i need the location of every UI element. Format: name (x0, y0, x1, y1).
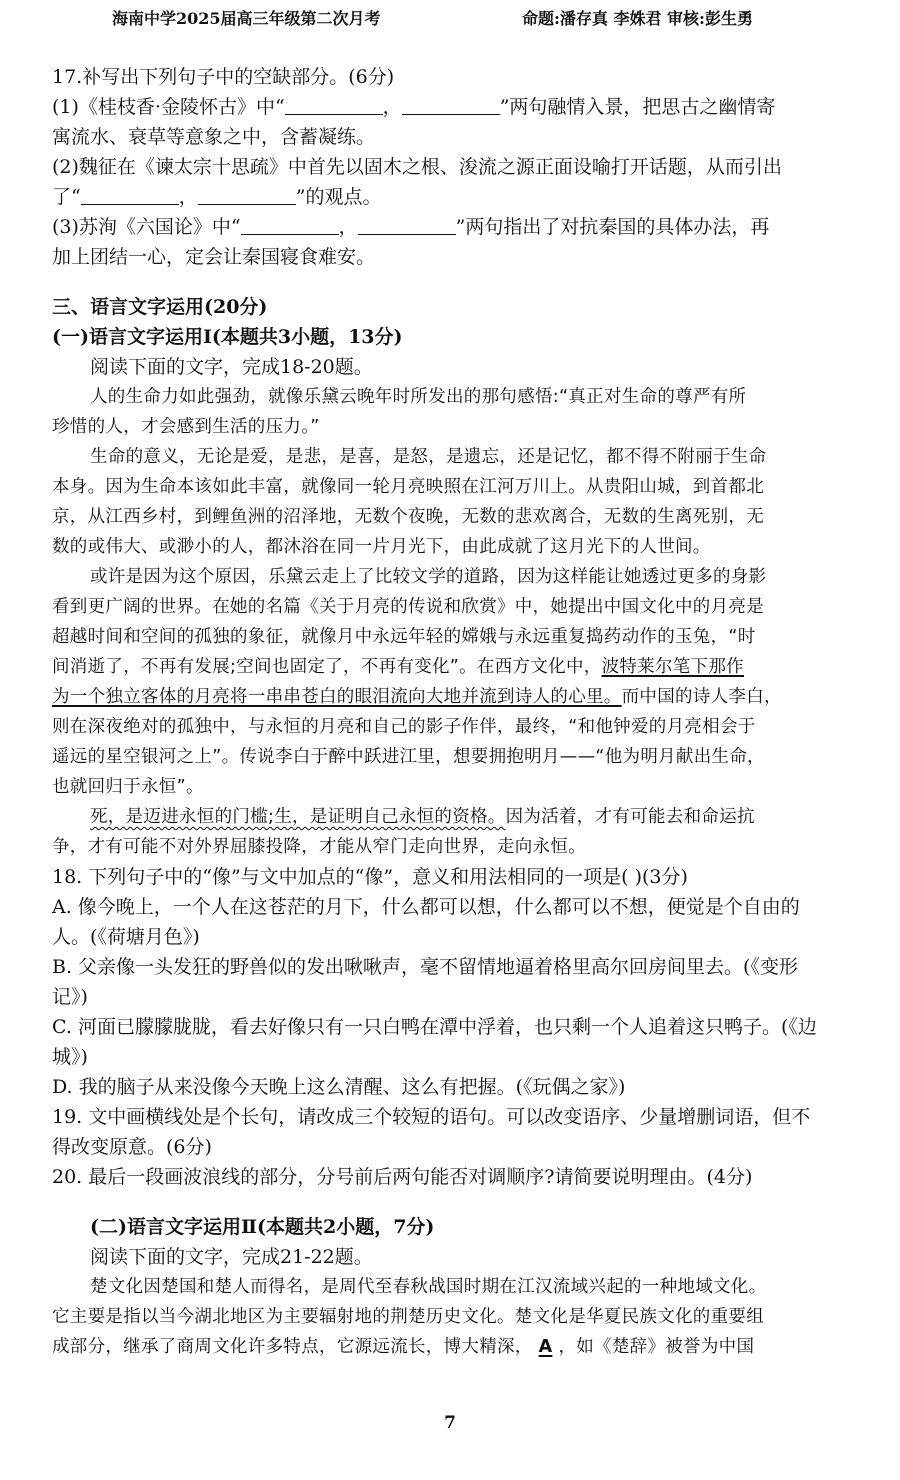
answer-blank[interactable] (402, 96, 500, 115)
page-number: 7 (444, 1413, 456, 1433)
passage2-line: 楚文化因楚国和楚人而得名，是周代至春秋战国时期在江汉流域兴起的一种地域文化。 (90, 1277, 767, 1297)
section3-title: 三、语言文字运用(20分) (52, 296, 268, 318)
passage-text: 而中国的诗人李白， (621, 687, 782, 707)
passage2-text: 成部分，继承了商周文化许多特点，它源远流长，博大精深， (52, 1337, 533, 1357)
q19-stem: 19. 文中画横线处是个长句，请改成三个较短的语句。可以改变语序、少量增删词语，但不 (52, 1106, 811, 1128)
q17-item3-line2: 加上团结一心，定会让秦国寝食难安。 (52, 246, 376, 268)
answer-blank[interactable] (358, 216, 456, 235)
header-authors: 命题:潘存真 李姝君 审核:彭生勇 (522, 9, 753, 28)
passage-line: 看到更广阔的世界。在她的名篇《关于月亮的传说和欣赏》中，她提出中国文化中的月亮是 (52, 597, 764, 617)
passage-line: 本身。因为生命本该如此丰富，就像同一轮月亮映照在江河万川上。从贵阳山城，到首都北 (52, 477, 764, 497)
part2-intro: 阅读下面的文字，完成21-22题。 (90, 1246, 373, 1268)
passage2-text: ，如《楚辞》被誉为中国 (558, 1337, 755, 1357)
passage-line: 人的生命力如此强劲，就像乐黛云晚年时所发出的那句感悟:“真正对生命的尊严有所 (90, 387, 747, 407)
q18-stem: 18. 下列句子中的“像”与文中加点的“像”，意义和用法相同的一项是( )(3分) (52, 866, 688, 888)
passage-line: 遥远的星空银河之上”。传说李白于醉中跃进江里，想要拥抱明月——“他为明月献出生命， (52, 747, 765, 767)
passage-line: 超越时间和空间的孤独的象征，就像月中永远年轻的嫦娥与永远重复捣药动作的玉兔，“时 (52, 627, 756, 647)
q18-option-a-cont: 人。(《荷塘月色》) (52, 926, 200, 948)
q17-title: 17.补写出下列句子中的空缺部分。(6分) (52, 66, 395, 88)
passage-line: 或许是因为这个原因，乐黛云走上了比较文学的道路，因为这样能让她透过更多的身影 (90, 567, 767, 587)
q17-item1-prefix: (1)《桂枝香·金陵怀古》中“ (52, 96, 285, 118)
q17-item3-prefix: (3)苏洵《六国论》中“ (52, 216, 241, 238)
passage-text: 因为活着，才有可能去和命运抗 (505, 807, 755, 827)
underlined-long-sentence: 为一个独立客体的月亮将一串串苍白的眼泪流向大地并流到诗人的心里。 (52, 687, 622, 707)
passage-line: 争，才有可能不对外界屈膝投降，才能从窄门走向世界，走向永恒。 (52, 837, 586, 857)
q20-stem: 20. 最后一段画波浪线的部分，分号前后两句能否对调顺序?请简要说明理由。(4分) (52, 1166, 753, 1188)
passage-line (52, 802, 852, 832)
answer-blank[interactable] (198, 186, 296, 205)
passage-line: 珍惜的人，才会感到生活的压力。” (52, 417, 320, 437)
q18-option-c: C. 河面已朦朦胧胧，看去好像只有一只白鸭在潭中浮着，也只剩一个人追着这只鸭子。(《边 (52, 1016, 817, 1038)
passage2-line (52, 1332, 852, 1362)
q17-item2-prefix: 了“ (52, 186, 81, 208)
q17-item1-line2: 寓流水、衰草等意象之中，含蓄凝练。 (52, 126, 376, 148)
passage-line (52, 682, 852, 712)
q18-option-b-cont: 记》) (52, 986, 88, 1008)
q18-option-a: A. 像今晚上，一个人在这苍茫的月下，什么都可以想，什么都可以不想，便觉是个自由的 (52, 896, 800, 918)
header-school-exam: 海南中学2025届高三年级第二次月考 (112, 9, 381, 28)
q17-comma: ， (338, 216, 358, 238)
page-header (112, 6, 840, 32)
underlined-long-sentence: 波特莱尔笔下那作 (601, 657, 744, 677)
passage-text: 间消逝了，不再有发展;空间也固定了，不再有变化”。在西方文化中， (52, 657, 602, 677)
wavy-underlined-sentence: 死，是迈进永恒的门槛;生，是证明自己永恒的资格。 (90, 807, 506, 827)
q18-option-c-cont: 城》) (52, 1046, 88, 1068)
q17-item1-suffix: ”两句融情入景，把思古之幽情寄 (499, 96, 776, 118)
passage-line (52, 652, 852, 682)
q17-comma: ， (178, 186, 198, 208)
q17-item2-suffix: ”的观点。 (295, 186, 382, 208)
q19-stem-cont: 得改变原意。(6分) (52, 1136, 212, 1158)
answer-blank[interactable] (285, 96, 383, 115)
passage-line: 也就回归于永恒”。 (52, 777, 204, 797)
blank-marker-a: A (538, 1337, 553, 1357)
q17-item3-line1 (52, 212, 852, 242)
exam-content (52, 62, 852, 1362)
q17-item3-suffix: ”两句指出了对抗秦国的具体办法，再 (455, 216, 770, 238)
passage-line: 京，从江西乡村，到鲤鱼洲的沼泽地，无数个夜晚，无数的悲欢离合，无数的生离死别，无 (52, 507, 764, 527)
passage-line: 则在深夜绝对的孤独中，与永恒的月亮和自己的影子作伴，最终，“和他钟爱的月亮相会于 (52, 717, 756, 737)
passage-line: 数的或伟大、或渺小的人，都沐浴在同一片月光下，由此成就了这月光下的人世间。 (52, 537, 711, 557)
q17-item2-line1: (2)魏征在《谏太宗十思疏》中首先以固木之根、浚流之源正面设喻打开话题，从而引出 (52, 156, 782, 178)
q18-option-b: B. 父亲像一头发狂的野兽似的发出啾啾声，毫不留情地逼着格里高尔回房间里去。(《变形 (52, 956, 798, 978)
q17-item2-line2 (52, 182, 852, 212)
passage-line: 生命的意义，无论是爱，是悲，是喜，是怒，是遗忘，还是记忆，都不得不附丽于生命 (90, 447, 767, 467)
answer-blank[interactable] (81, 186, 179, 205)
passage2-line: 它主要是指以当今湖北地区为主要辐射地的荆楚历史文化。楚文化是华夏民族文化的重要组 (52, 1307, 764, 1327)
part1-title: (一)语言文字运用Ⅰ(本题共3小题，13分) (52, 326, 403, 348)
q18-option-d: D. 我的脑子从来没像今天晚上这么清醒、这么有把握。(《玩偶之家》) (52, 1076, 626, 1098)
q17-item1-line1 (52, 92, 852, 122)
part2-title: (二)语言文字运用Ⅱ(本题共2小题，7分) (90, 1216, 435, 1238)
q17-comma: ， (382, 96, 402, 118)
part1-intro: 阅读下面的文字，完成18-20题。 (90, 356, 373, 378)
answer-blank[interactable] (241, 216, 339, 235)
